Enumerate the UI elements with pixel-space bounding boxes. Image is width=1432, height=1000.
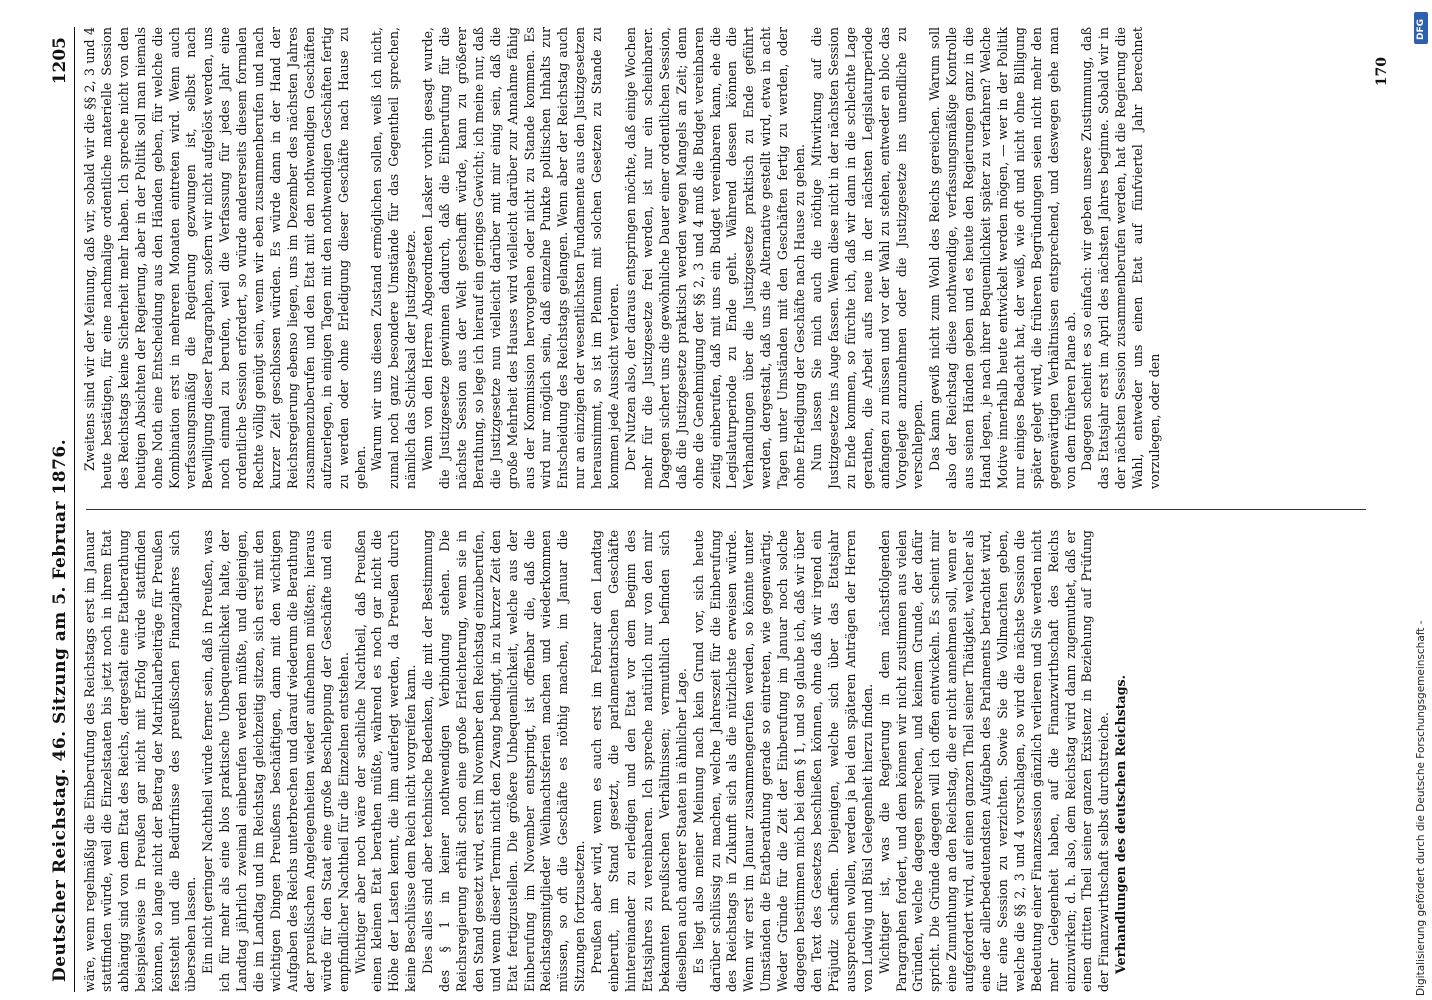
right-paragraph: Warum wir uns diesen Zustand ermöglichen sollen, weiß ich nicht, zumal noch ganz besondere Umstände für das Gegentheil sprechen, nämlich das Schicksal der Justizgesetze. <box>369 27 419 489</box>
right-column <box>82 27 1372 489</box>
right-paragraph: Wenn von den Herren Abgeordneten Lasker vorhin gesagt wurde, die Justizgesetze gewinnen dadurch, daß die Einberufung für die nächste Session aus der Welt geschafft würde, kann zu größerer Berathung, so lege ich hierauf ein geringes Gewicht; ich meine nur, daß die Justizgesetze nun vielleicht darüber mit mir einig sein, daß die große Mehrheit des Hauses wird vielleicht darüber zur Annahme fähig aus der Kommission hervorgehen oder nicht zu Stande kommen. Es wird nur möglich sein, daß einzelne Punkte politischen Inhalts zur Entscheidung des Reichstags gelangen. Wenn aber der Reichstag auch nur an einzigen der wesentlichsten Fundamente aus den Justizgesetzen herausnimmt, so ist im Plenum mit solchen Gesetzen zu Stande zu kommen jede Aussicht verloren. <box>420 27 622 489</box>
right-paragraph: Nun lassen Sie mich auch die nöthige Mitwirkung auf die Justizgesetze ins Auge fassen. Wenn diese nicht in der nächsten Session zu Ende kommen, so fürchte ich, daß wir dann in die schlechte Lage gerathen, die Arbeit aufs neue in der nächsten Legislaturperiode anfangen zu müssen und vor der Wahl zu stehen, entweder en bloc das Vorgelegte anzunehmen oder die Justizgesetze ins unendliche zu verschleppen. <box>808 27 926 489</box>
dfg-logo-text: DFG <box>1416 18 1426 40</box>
page-number: 1205 <box>50 37 70 85</box>
left-column <box>82 530 1372 992</box>
left-paragraph: wäre, wenn regelmäßig die Einberufung des Reichstags erst im Januar stattfinden würde, weil die Einzelstaaten bis jetzt noch in ihrem Etat abhängig sind von dem Etat des Reichs, dergestalt eine Etatberathung beispielsweise in Preußen gar nicht mit Erfolg würde stattfinden können, so lange nicht der Betrag der Matrikularbeiträge für Preußen feststeht und die Bedürfnisse des preußischen Finanzjahres sich übersehen lassen. <box>82 530 199 992</box>
left-paragraph: Es liegt also meiner Meinung nach kein Grund vor, sich heute darüber schlüssig zu machen, welche Jahreszeit für die Einberufung des Reichstags in Zukunft sich als die nützlichste erweisen würde. Wenn wir erst im Januar zusammengerufen werden, so könnte unter Umständen die Etatberathung gerade so eintreten, wie gegenwärtig. Weder Gründe für die Zeit der Einberufung im Januar noch solche dagegen bestimmen mich bei dem § 1, und so glaube ich, daß wir über den Text des Gesetzes beschließen können, ohne daß wir irgend ein Präjudiz schaffen. Diejenigen, welche sich über das Etatsjahr aussprechen wollen, werden ja bei den späteren Anträgen der Herren von Ludwig und Büsl Gelegenheit hierzu finden. <box>690 530 875 992</box>
running-head-title: Deutscher Reichstag. 46. Sitzung am 5. Februar 1876. <box>50 438 70 982</box>
right-paragraph: Der Nutzen also, der daraus entspringen möchte, daß einige Wochen mehr für die Justizgesetze frei werden, ist nur ein scheinbarer. Dagegen sichert uns die gewöhnliche Dauer einer ordentlichen Session, daß die Justizgesetze praktisch werden wegen Mangels an Zeit; denn ohne die Genehmigung der §§ 2, 3 und 4 muß die Budget vereinbaren zeitig einberufen, daß mit uns ein Budget vereinbaren kann, ehe die Legislaturperiode zu Ende geht. Während dessen können die Verhandlungen über die Justizgesetze praktisch zu Ende geführt werden, dergestalt, daß uns die Alternative gestellt wird, etwa in acht Tagen unter Umständen mit den Geschäften fertig zu werden, oder ohne Erledigung der Geschäfte nach Hause zu gehen. <box>623 27 808 489</box>
rotated-print-area <box>46 27 1402 992</box>
right-paragraph: Zweitens sind wir der Meinung, daß wir, sobald wir die §§ 2, 3 und 4 heute bestätigen, für eine nachmalige ordentliche materielle Session des Reichstags keine Sicherheit mehr haben. Ich spreche nicht von den heutigen Absichten der Regierung, aber in der Politik soll man niemals ohne Noth eine Entscheidung aus den Händen geben, für welche die Kombination erst in mehreren Monaten eintreten wird. Wenn auch verfassungsmäßig die Regierung gezwungen ist, selbst nach Bewilligung dieser Paragraphen, sofern wir nicht aufgelöst werden, uns noch einmal zu berufen, weil die Verfassung für jedes Jahr eine ordentliche Session erfordert, so würde andererseits diesem formalen Rechte völlig genügt sein, wenn wir eben zusammenberufen und nach kurzer Zeit geschlossen würden. Es würde dann in der Hand der Reichsregierung ebenso liegen, uns im Dezember des nächsten Jahres zusammenzuberufen und den Etat mit den nothwendigen Geschäften aufzuerlegen, in einigen Tagen mit den nothwendigen Geschäften fertig zu werden oder ohne Erledigung dieser Geschäfte nach Hause zu gehen. <box>82 27 368 489</box>
dfg-logo-icon <box>1414 12 1428 44</box>
column-divider <box>86 509 1366 510</box>
left-paragraph: Wichtiger aber noch wäre der sachliche Nachtheil, daß Preußen einen kleinen Etat berathen müßte, während es noch gar nicht die Höhe der Lasten kennt, die ihm auferlegt werden, da Preußen durch keine Beschlüsse dem Reich nicht vorgreifen kann. <box>352 530 419 992</box>
right-paragraph: Das kann gewiß nicht zum Wohl des Reichs gereichen. Warum soll also der Reichstag diese nothwendige, verfassungsmäßige Kontrolle aus seinen Händen geben und es heute den Regierungen ganz in die Hand legen, je nach ihrer Bequemlichkeit später zu verfahren? Welche Motive innerhalb heute entwickelt werden mögen, — wer in der Politik nur einiges Bedacht hat, der weiß, wie oft und nicht ohne Billigung später gelegt wird, die früheren Begründungen seien nicht mehr den gegenwärtigen Verhältnissen entsprechend, und deswegen gehe man von dem früheren Plane ab. <box>927 27 1078 489</box>
running-head <box>46 27 75 992</box>
digitization-credit: Digitalisierung gefördert durch die Deutsche Forschungsgemeinschaft - <box>1415 620 1427 996</box>
left-paragraph: Preußen aber wird, wenn es auch erst im Februar den Landtag einberuft, im Stand gesetzt, die parlamentarischen Geschäfte hintereinander zu erledigen und den Etat vor dem Beginn des Etatsjahres zu vereinbaren. Ich spreche natürlich nur von den mir bekannten preußischen Verhältnissen; vermuthlich befinden sich dieselben auch anderer Staaten in ähnlicher Lage. <box>589 530 689 992</box>
left-closing-line: Verhandlungen des deutschen Reichstags. <box>1113 675 1129 974</box>
right-paragraph: Dagegen scheint es so einfach: wir geben unsere Zustimmung, daß das Etatsjahr erst im April des nächsten Jahres beginne. Sobald wir in der nächsten Session zusammenberufen werden, hat die Regierung die Wahl, entweder uns einen Etat auf fünfviertel Jahr berechnet vorzulegen, oder den <box>1079 27 1163 489</box>
text-columns <box>82 27 1390 992</box>
left-paragraph: Dies alles sind aber technische Bedenken, die mit der Bestimmung des § 1 in keiner nothwendigen Verbindung stehen. Die Reichsregierung erhält schon eine große Erleichterung, wenn sie in den Stand gesetzt wird, erst im November den Reichstag einzuberufen, und wenn dieser Termin nicht den Zwang bedingt, in zu kurzer Zeit den Etat fertigzustellen. Die größere Unbequemlichkeit, welche aus der Einberufung im November entspringt, ist offenbar die, daß die Reichstagsmitglieder Weihnachtsferien machen und wiederkommen müssen, so oft die Geschäfte es nöthig machen, im Januar die Sitzungen fortzusetzen. <box>420 530 588 992</box>
signature-mark: 170 <box>1374 57 1390 87</box>
left-paragraph: Ein nicht geringer Nachtheil würde ferner sein, daß in Preußen, was ich für mehr als eine blos praktische Unbequemlichkeit halte, der Landtag jährlich zweimal einberufen werden müßte, und diejenigen, die im Landtag und im Reichstag gleichzeitig sitzen, sich erst mit den wichtigen Dingen Preußens beschäftigen, dann mit den wichtigen Aufgaben des Reichs unterbrechen und darauf wiederum die Berathung der preußischen Angelegenheiten wieder aufnehmen müßten; hieraus würde für den Staat eine große Beschleppung der Geschäfte und ein empfindlicher Nachtheil für die Einzelnen entstehen. <box>200 530 351 992</box>
left-paragraph: Wichtiger ist, was die Regierung in dem nächstfolgenden Paragraphen fordert, und dem können wir nicht zustimmen aus vielen Gründen, welche dagegen sprechen, und keinem Grunde, der dafür spricht. Die Gründe dagegen will ich offen entwickeln. Es scheint mir eine Zumuthung an den Reichstag, die er nicht annehmen soll, wenn er aufgefordert wird, auf einen ganzen Theil seiner Thätigkeit, welcher als eine der allerbedeutendsten Aufgaben des Parlaments betrachtet wird, für eine Session zu verzichten. Sowie Sie die Vollmachten geben, welche die §§ 2, 3 und 4 vorschlagen, so wird die nächste Session die Bedeutung einer Finanzsession gänzlich verlieren und Sie werden nicht mehr Gelegenheit haben, auf die Finanzwirthschaft des Reichs einzuwirken; d. h. also, dem Reichstag wird dann zugemuthet, daß er einen dritten Theil seiner ganzen Existenz in Beziehung auf Prüfung der Finanzwirthschaft selbst durchstreiche. <box>876 530 1112 992</box>
digitization-sidebar <box>1408 0 1432 1000</box>
